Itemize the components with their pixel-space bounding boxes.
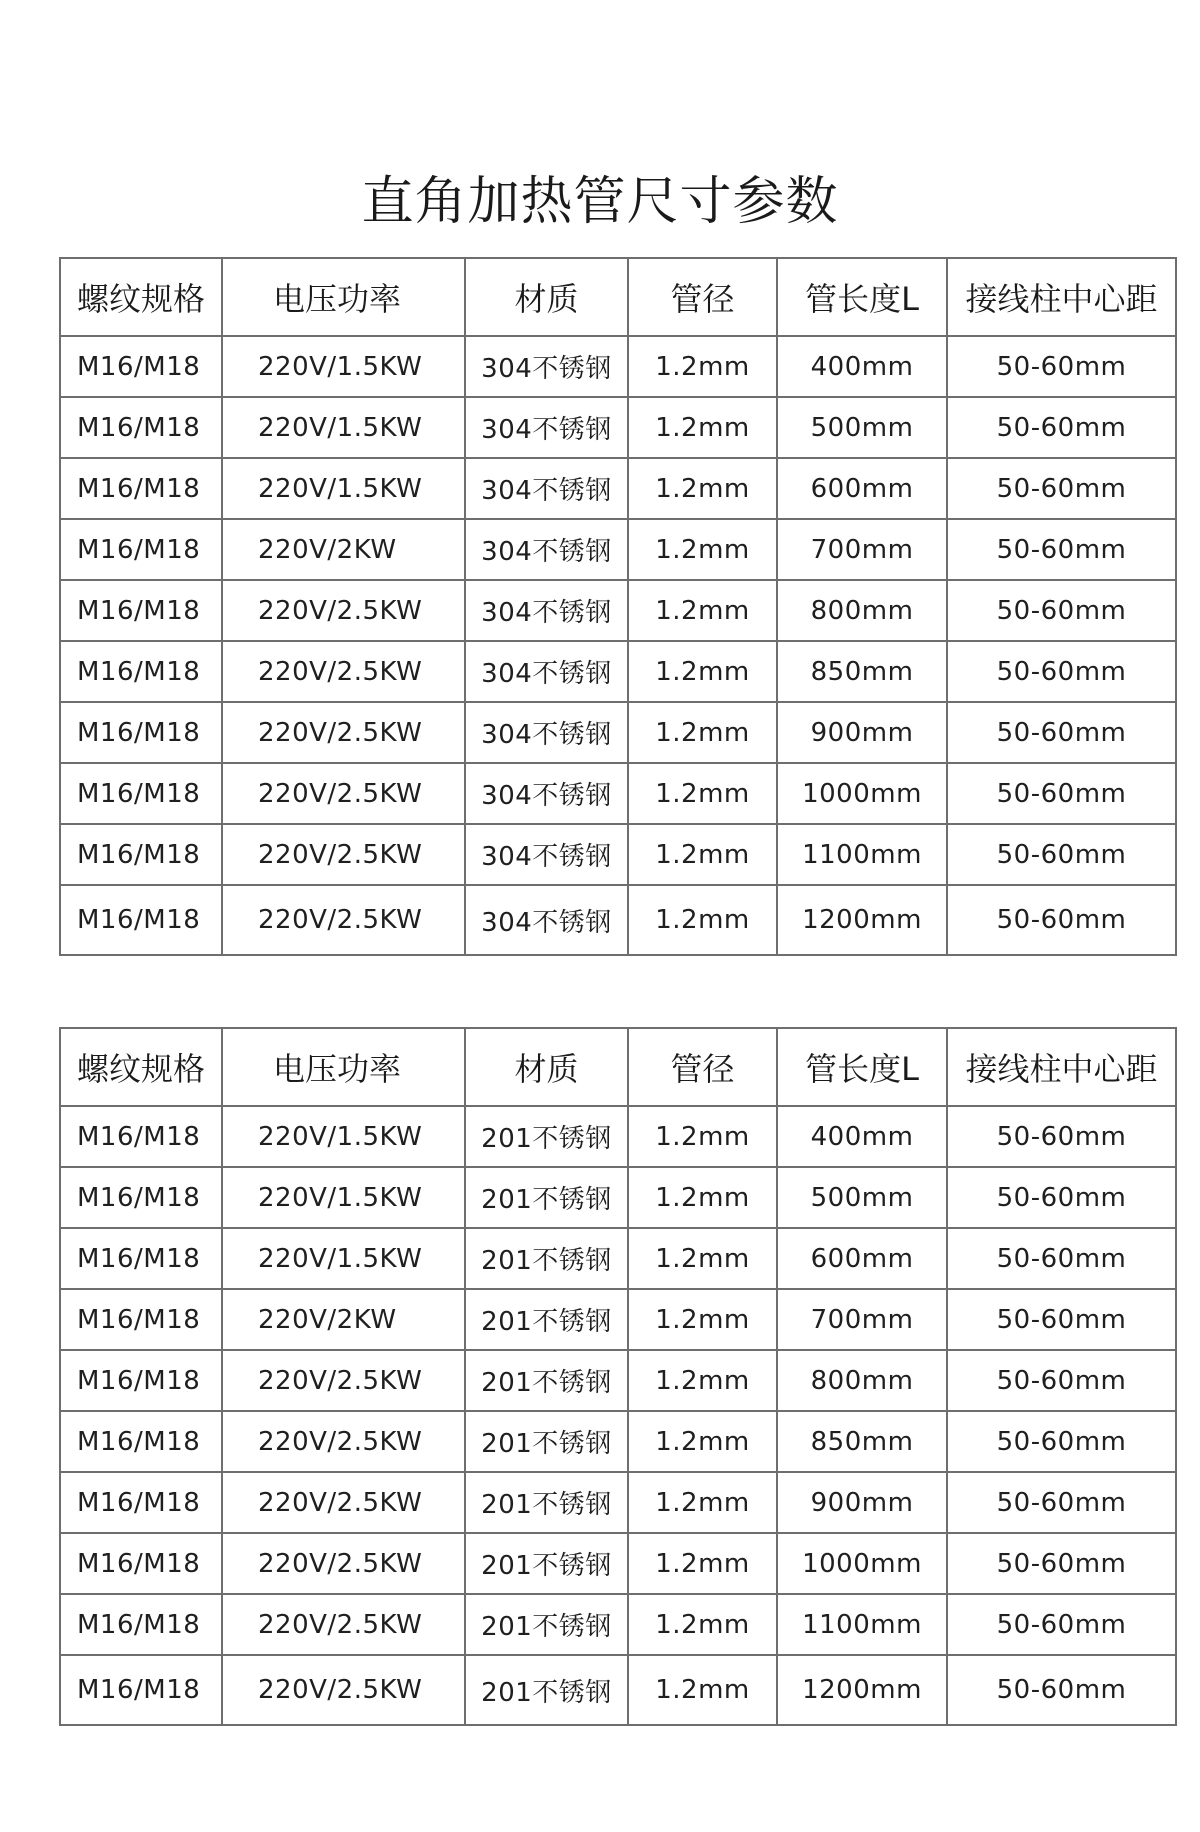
cell-terminal-spacing: 50-60mm <box>947 824 1176 885</box>
cell-tube-diameter: 1.2mm <box>628 397 777 458</box>
cell-material: 304不锈钢 <box>465 397 628 458</box>
table-body <box>60 1106 1176 1725</box>
cell-terminal-spacing: 50-60mm <box>947 1106 1176 1167</box>
table-row <box>60 397 1176 458</box>
cell-tube-length: 900mm <box>777 1472 947 1533</box>
cell-voltage-power: 220V/2.5KW <box>222 1472 465 1533</box>
cell-tube-diameter: 1.2mm <box>628 702 777 763</box>
cell-terminal-spacing: 50-60mm <box>947 763 1176 824</box>
cell-voltage-power: 220V/1.5KW <box>222 1167 465 1228</box>
cell-material: 201不锈钢 <box>465 1350 628 1411</box>
table-row <box>60 763 1176 824</box>
cell-material: 201不锈钢 <box>465 1106 628 1167</box>
cell-tube-diameter: 1.2mm <box>628 458 777 519</box>
cell-terminal-spacing: 50-60mm <box>947 458 1176 519</box>
table-header-row <box>60 258 1176 336</box>
cell-material: 304不锈钢 <box>465 885 628 955</box>
cell-material: 201不锈钢 <box>465 1655 628 1725</box>
header-terminal-spacing: 接线柱中心距 <box>947 258 1176 336</box>
cell-material: 201不锈钢 <box>465 1472 628 1533</box>
cell-thread-spec: M16/M18 <box>60 1228 222 1289</box>
cell-thread-spec: M16/M18 <box>60 1411 222 1472</box>
cell-tube-diameter: 1.2mm <box>628 824 777 885</box>
table-row <box>60 1106 1176 1167</box>
cell-thread-spec: M16/M18 <box>60 763 222 824</box>
spec-table-304 <box>59 257 1177 956</box>
cell-thread-spec: M16/M18 <box>60 580 222 641</box>
cell-voltage-power: 220V/2.5KW <box>222 763 465 824</box>
cell-thread-spec: M16/M18 <box>60 885 222 955</box>
cell-tube-length: 1100mm <box>777 824 947 885</box>
header-voltage-power: 电压功率 <box>222 1028 465 1106</box>
cell-voltage-power: 220V/2.5KW <box>222 885 465 955</box>
cell-tube-length: 1000mm <box>777 1533 947 1594</box>
table-row <box>60 1533 1176 1594</box>
cell-tube-length: 900mm <box>777 702 947 763</box>
cell-tube-diameter: 1.2mm <box>628 1167 777 1228</box>
cell-material: 201不锈钢 <box>465 1167 628 1228</box>
cell-terminal-spacing: 50-60mm <box>947 397 1176 458</box>
table-row <box>60 885 1176 955</box>
table-row <box>60 519 1176 580</box>
cell-tube-diameter: 1.2mm <box>628 763 777 824</box>
cell-voltage-power: 220V/1.5KW <box>222 458 465 519</box>
cell-tube-diameter: 1.2mm <box>628 1533 777 1594</box>
table-row <box>60 1350 1176 1411</box>
cell-terminal-spacing: 50-60mm <box>947 1289 1176 1350</box>
cell-tube-diameter: 1.2mm <box>628 1472 777 1533</box>
header-material: 材质 <box>465 1028 628 1106</box>
cell-tube-length: 1100mm <box>777 1594 947 1655</box>
header-tube-length: 管长度L <box>777 258 947 336</box>
header-tube-length: 管长度L <box>777 1028 947 1106</box>
cell-voltage-power: 220V/2.5KW <box>222 580 465 641</box>
cell-tube-diameter: 1.2mm <box>628 1106 777 1167</box>
cell-thread-spec: M16/M18 <box>60 458 222 519</box>
cell-tube-diameter: 1.2mm <box>628 336 777 397</box>
cell-terminal-spacing: 50-60mm <box>947 1411 1176 1472</box>
cell-tube-diameter: 1.2mm <box>628 1228 777 1289</box>
header-tube-diameter: 管径 <box>628 258 777 336</box>
table-row <box>60 1228 1176 1289</box>
cell-tube-diameter: 1.2mm <box>628 1350 777 1411</box>
cell-tube-diameter: 1.2mm <box>628 580 777 641</box>
cell-material: 304不锈钢 <box>465 519 628 580</box>
cell-material: 201不锈钢 <box>465 1228 628 1289</box>
cell-material: 304不锈钢 <box>465 580 628 641</box>
cell-tube-length: 800mm <box>777 1350 947 1411</box>
cell-terminal-spacing: 50-60mm <box>947 519 1176 580</box>
cell-voltage-power: 220V/1.5KW <box>222 336 465 397</box>
cell-material: 201不锈钢 <box>465 1594 628 1655</box>
cell-voltage-power: 220V/2.5KW <box>222 641 465 702</box>
header-tube-diameter: 管径 <box>628 1028 777 1106</box>
cell-thread-spec: M16/M18 <box>60 397 222 458</box>
cell-tube-length: 800mm <box>777 580 947 641</box>
cell-voltage-power: 220V/2KW <box>222 519 465 580</box>
cell-voltage-power: 220V/2KW <box>222 1289 465 1350</box>
cell-material: 304不锈钢 <box>465 763 628 824</box>
cell-terminal-spacing: 50-60mm <box>947 1655 1176 1725</box>
cell-tube-length: 850mm <box>777 641 947 702</box>
cell-tube-length: 700mm <box>777 519 947 580</box>
cell-material: 201不锈钢 <box>465 1411 628 1472</box>
cell-terminal-spacing: 50-60mm <box>947 1594 1176 1655</box>
header-terminal-spacing: 接线柱中心距 <box>947 1028 1176 1106</box>
cell-thread-spec: M16/M18 <box>60 1106 222 1167</box>
cell-tube-diameter: 1.2mm <box>628 641 777 702</box>
cell-tube-length: 500mm <box>777 397 947 458</box>
cell-tube-length: 600mm <box>777 458 947 519</box>
cell-material: 304不锈钢 <box>465 702 628 763</box>
table-row <box>60 336 1176 397</box>
cell-tube-length: 400mm <box>777 1106 947 1167</box>
cell-tube-diameter: 1.2mm <box>628 1411 777 1472</box>
page-title: 直角加热管尺寸参数 <box>361 171 839 232</box>
cell-voltage-power: 220V/2.5KW <box>222 1594 465 1655</box>
cell-terminal-spacing: 50-60mm <box>947 580 1176 641</box>
cell-thread-spec: M16/M18 <box>60 336 222 397</box>
cell-tube-length: 1200mm <box>777 1655 947 1725</box>
cell-terminal-spacing: 50-60mm <box>947 641 1176 702</box>
table-row <box>60 824 1176 885</box>
cell-tube-length: 700mm <box>777 1289 947 1350</box>
cell-tube-length: 400mm <box>777 336 947 397</box>
table-row <box>60 641 1176 702</box>
table-row <box>60 1167 1176 1228</box>
cell-tube-length: 1200mm <box>777 885 947 955</box>
cell-tube-diameter: 1.2mm <box>628 519 777 580</box>
cell-material: 304不锈钢 <box>465 336 628 397</box>
table-body <box>60 336 1176 955</box>
cell-voltage-power: 220V/2.5KW <box>222 1655 465 1725</box>
header-thread-spec: 螺纹规格 <box>60 1028 222 1106</box>
table-header-row <box>60 1028 1176 1106</box>
table-row <box>60 1411 1176 1472</box>
table-row <box>60 580 1176 641</box>
table-row <box>60 1655 1176 1725</box>
cell-tube-diameter: 1.2mm <box>628 1594 777 1655</box>
cell-tube-length: 600mm <box>777 1228 947 1289</box>
cell-voltage-power: 220V/2.5KW <box>222 824 465 885</box>
cell-material: 304不锈钢 <box>465 458 628 519</box>
cell-terminal-spacing: 50-60mm <box>947 1228 1176 1289</box>
cell-thread-spec: M16/M18 <box>60 1167 222 1228</box>
cell-terminal-spacing: 50-60mm <box>947 885 1176 955</box>
cell-material: 304不锈钢 <box>465 824 628 885</box>
table-row <box>60 458 1176 519</box>
header-voltage-power: 电压功率 <box>222 258 465 336</box>
header-thread-spec: 螺纹规格 <box>60 258 222 336</box>
cell-tube-length: 850mm <box>777 1411 947 1472</box>
cell-thread-spec: M16/M18 <box>60 519 222 580</box>
cell-thread-spec: M16/M18 <box>60 1350 222 1411</box>
cell-voltage-power: 220V/2.5KW <box>222 1350 465 1411</box>
table-row <box>60 702 1176 763</box>
cell-tube-diameter: 1.2mm <box>628 1289 777 1350</box>
cell-thread-spec: M16/M18 <box>60 641 222 702</box>
cell-terminal-spacing: 50-60mm <box>947 1472 1176 1533</box>
header-material: 材质 <box>465 258 628 336</box>
cell-voltage-power: 220V/1.5KW <box>222 1106 465 1167</box>
spec-table-201 <box>59 1027 1177 1726</box>
cell-thread-spec: M16/M18 <box>60 1655 222 1725</box>
cell-thread-spec: M16/M18 <box>60 1472 222 1533</box>
cell-tube-diameter: 1.2mm <box>628 885 777 955</box>
cell-thread-spec: M16/M18 <box>60 702 222 763</box>
table-row <box>60 1472 1176 1533</box>
cell-terminal-spacing: 50-60mm <box>947 1533 1176 1594</box>
cell-thread-spec: M16/M18 <box>60 824 222 885</box>
cell-voltage-power: 220V/2.5KW <box>222 702 465 763</box>
cell-voltage-power: 220V/2.5KW <box>222 1411 465 1472</box>
cell-thread-spec: M16/M18 <box>60 1533 222 1594</box>
cell-thread-spec: M16/M18 <box>60 1594 222 1655</box>
cell-voltage-power: 220V/1.5KW <box>222 1228 465 1289</box>
cell-material: 304不锈钢 <box>465 641 628 702</box>
cell-voltage-power: 220V/2.5KW <box>222 1533 465 1594</box>
table-row <box>60 1594 1176 1655</box>
cell-terminal-spacing: 50-60mm <box>947 336 1176 397</box>
cell-thread-spec: M16/M18 <box>60 1289 222 1350</box>
cell-tube-length: 500mm <box>777 1167 947 1228</box>
cell-material: 201不锈钢 <box>465 1533 628 1594</box>
cell-tube-diameter: 1.2mm <box>628 1655 777 1725</box>
cell-material: 201不锈钢 <box>465 1289 628 1350</box>
cell-terminal-spacing: 50-60mm <box>947 1350 1176 1411</box>
cell-terminal-spacing: 50-60mm <box>947 1167 1176 1228</box>
cell-tube-length: 1000mm <box>777 763 947 824</box>
table-row <box>60 1289 1176 1350</box>
cell-terminal-spacing: 50-60mm <box>947 702 1176 763</box>
cell-voltage-power: 220V/1.5KW <box>222 397 465 458</box>
